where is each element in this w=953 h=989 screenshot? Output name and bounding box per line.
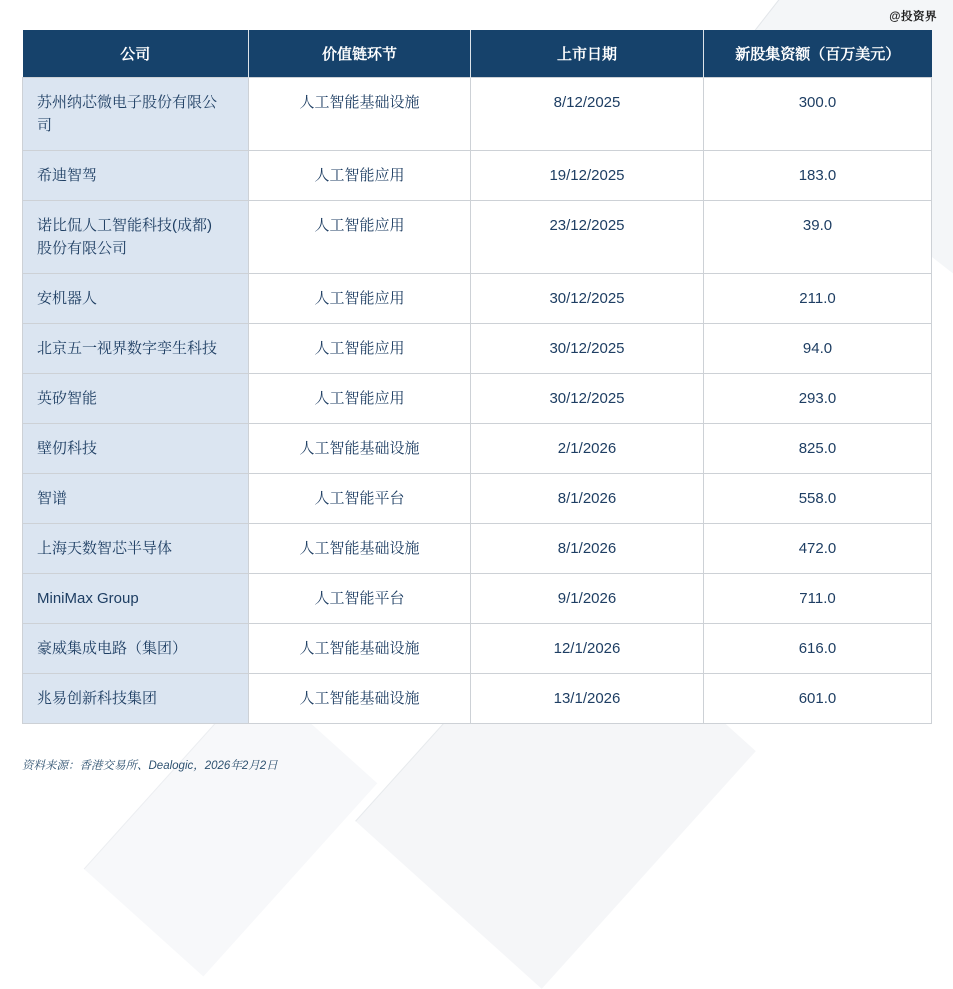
company-cell: 智谱 [23,474,249,524]
column-header-amount: 新股集资额（百万美元） [704,30,932,78]
table-row [23,474,932,524]
segment-cell: 人工智能应用 [249,324,471,374]
table-row [23,574,932,624]
table-row [23,624,932,674]
amount-cell: 711.0 [704,574,932,624]
amount-cell: 39.0 [704,201,932,274]
date-cell: 2/1/2026 [471,424,704,474]
segment-cell: 人工智能基础设施 [249,674,471,724]
table-row [23,524,932,574]
date-cell: 8/12/2025 [471,78,704,151]
amount-cell: 472.0 [704,524,932,574]
date-cell: 8/1/2026 [471,474,704,524]
amount-cell: 825.0 [704,424,932,474]
segment-cell: 人工智能应用 [249,374,471,424]
segment-cell: 人工智能基础设施 [249,424,471,474]
amount-cell: 183.0 [704,151,932,201]
column-header-listing-date: 上市日期 [471,30,704,78]
segment-cell: 人工智能基础设施 [249,624,471,674]
column-header-company: 公司 [23,30,249,78]
table-row [23,674,932,724]
company-cell: 诺比侃人工智能科技(成都)股份有限公司 [23,201,249,274]
date-cell: 19/12/2025 [471,151,704,201]
amount-cell: 558.0 [704,474,932,524]
date-cell: 30/12/2025 [471,274,704,324]
table-row [23,424,932,474]
company-cell: 安机器人 [23,274,249,324]
amount-cell: 293.0 [704,374,932,424]
table-row [23,274,932,324]
date-cell: 30/12/2025 [471,324,704,374]
amount-cell: 300.0 [704,78,932,151]
ipo-table-container [22,30,932,724]
table-row [23,151,932,201]
amount-cell: 616.0 [704,624,932,674]
company-cell: 苏州纳芯微电子股份有限公司 [23,78,249,151]
column-header-value-chain: 价值链环节 [249,30,471,78]
watermark: @投资界 [889,11,937,23]
table-row [23,374,932,424]
table-row [23,324,932,374]
amount-cell: 211.0 [704,274,932,324]
amount-cell: 94.0 [704,324,932,374]
table-row [23,201,932,274]
date-cell: 12/1/2026 [471,624,704,674]
company-cell: 希迪智驾 [23,151,249,201]
date-cell: 23/12/2025 [471,201,704,274]
segment-cell: 人工智能平台 [249,574,471,624]
segment-cell: 人工智能基础设施 [249,78,471,151]
date-cell: 9/1/2026 [471,574,704,624]
segment-cell: 人工智能平台 [249,474,471,524]
company-cell: 兆易创新科技集团 [23,674,249,724]
company-cell: 英矽智能 [23,374,249,424]
date-cell: 30/12/2025 [471,374,704,424]
amount-cell: 601.0 [704,674,932,724]
segment-cell: 人工智能应用 [249,151,471,201]
company-cell: 上海天数智芯半导体 [23,524,249,574]
ipo-table [22,30,932,724]
date-cell: 8/1/2026 [471,524,704,574]
company-cell: 豪威集成电路（集团） [23,624,249,674]
header-row [23,30,932,78]
company-cell: 壁仞科技 [23,424,249,474]
company-cell: 北京五一视界数字孪生科技 [23,324,249,374]
table-row [23,78,932,151]
source-note: 资料来源：香港交易所、Dealogic，2026年2月2日 [22,760,278,772]
date-cell: 13/1/2026 [471,674,704,724]
segment-cell: 人工智能基础设施 [249,524,471,574]
company-cell: MiniMax Group [23,574,249,624]
segment-cell: 人工智能应用 [249,201,471,274]
segment-cell: 人工智能应用 [249,274,471,324]
